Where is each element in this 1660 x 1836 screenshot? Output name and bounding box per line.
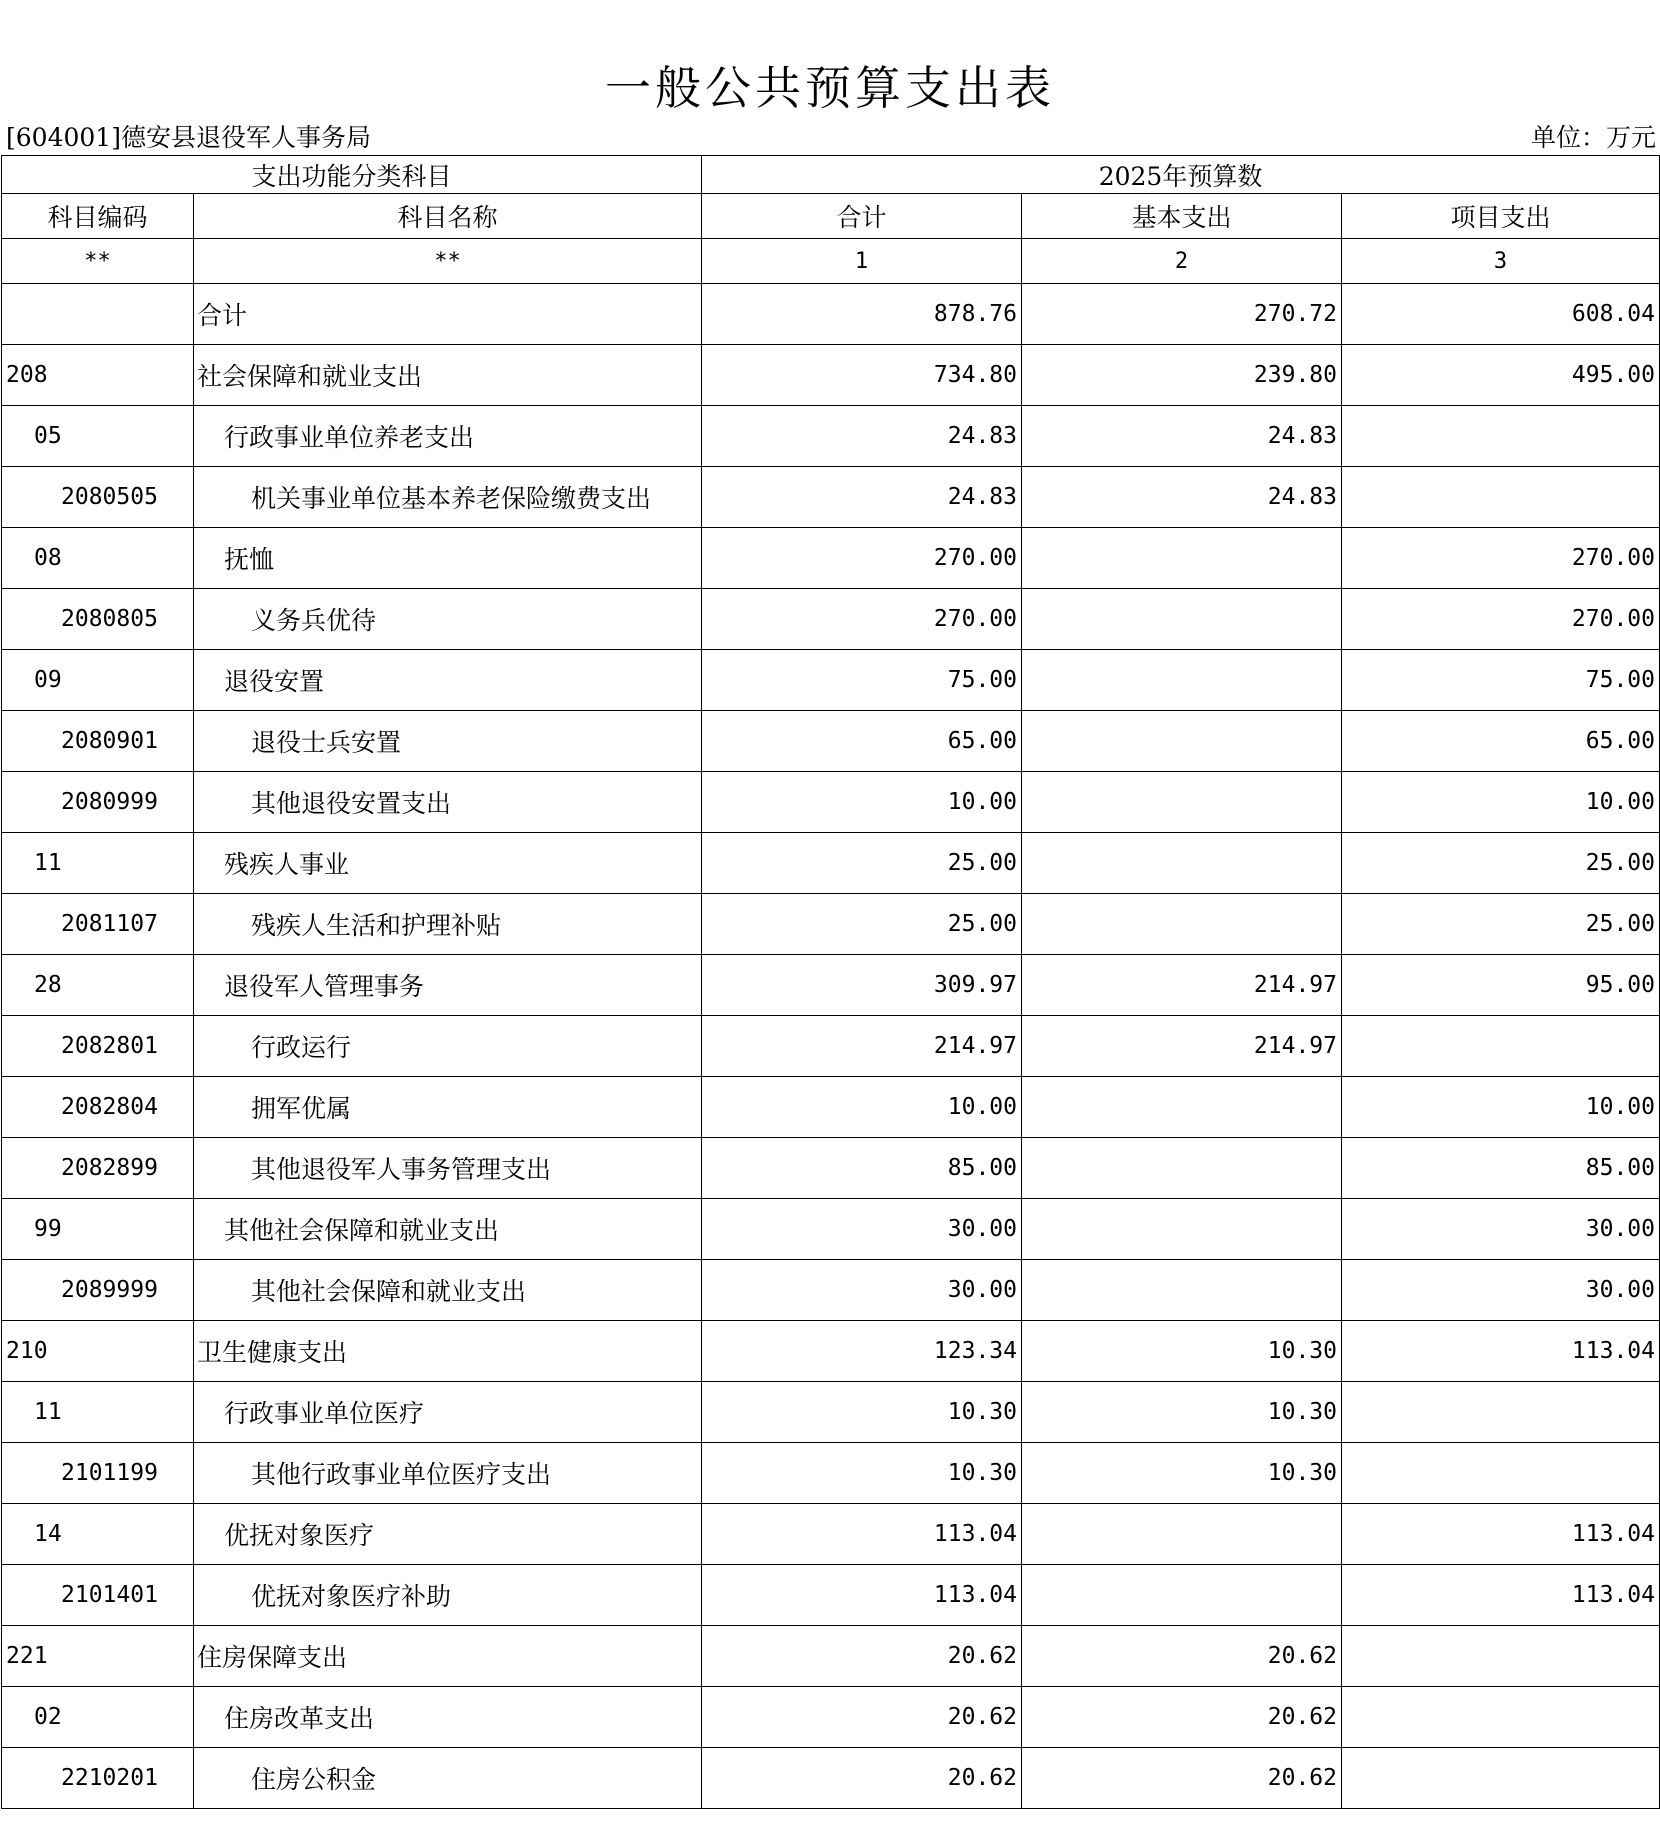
cell-basic bbox=[1022, 711, 1342, 772]
cell-code: 2089999 bbox=[2, 1260, 194, 1321]
table-row bbox=[2, 1687, 1660, 1748]
table-row bbox=[2, 711, 1660, 772]
cell-project: 85.00 bbox=[1342, 1138, 1660, 1199]
header-basic: 基本支出 bbox=[1022, 194, 1342, 239]
table-row bbox=[2, 1077, 1660, 1138]
cell-basic bbox=[1022, 1199, 1342, 1260]
cell-total: 10.00 bbox=[702, 1077, 1022, 1138]
cell-project bbox=[1342, 1626, 1660, 1687]
cell-name: 机关事业单位基本养老保险缴费支出 bbox=[194, 467, 702, 528]
cell-total: 25.00 bbox=[702, 833, 1022, 894]
table-row bbox=[2, 772, 1660, 833]
table-row bbox=[2, 1626, 1660, 1687]
table-row bbox=[2, 1748, 1660, 1809]
table-row bbox=[2, 406, 1660, 467]
cell-total: 270.00 bbox=[702, 528, 1022, 589]
header-budget-year: 2025年预算数 bbox=[702, 156, 1660, 194]
cell-basic: 20.62 bbox=[1022, 1748, 1342, 1809]
header-total: 合计 bbox=[702, 194, 1022, 239]
header-name: 科目名称 bbox=[194, 194, 702, 239]
cell-basic: 24.83 bbox=[1022, 467, 1342, 528]
index-project: 3 bbox=[1342, 239, 1660, 284]
cell-name: 其他退役军人事务管理支出 bbox=[194, 1138, 702, 1199]
cell-total: 65.00 bbox=[702, 711, 1022, 772]
cell-project: 113.04 bbox=[1342, 1321, 1660, 1382]
table-row bbox=[2, 528, 1660, 589]
cell-basic bbox=[1022, 894, 1342, 955]
cell-code: 210 bbox=[2, 1321, 194, 1382]
cell-total: 25.00 bbox=[702, 894, 1022, 955]
cell-project bbox=[1342, 1016, 1660, 1077]
cell-total: 20.62 bbox=[702, 1626, 1022, 1687]
cell-project: 113.04 bbox=[1342, 1504, 1660, 1565]
cell-project bbox=[1342, 1687, 1660, 1748]
table-row bbox=[2, 833, 1660, 894]
table-row bbox=[2, 1016, 1660, 1077]
cell-name: 其他社会保障和就业支出 bbox=[194, 1199, 702, 1260]
organization-label: [604001]德安县退役军人事务局 bbox=[6, 123, 371, 152]
header-row-index bbox=[2, 239, 1660, 284]
cell-project bbox=[1342, 1382, 1660, 1443]
table-row bbox=[2, 1565, 1660, 1626]
cell-basic bbox=[1022, 1504, 1342, 1565]
cell-basic bbox=[1022, 1565, 1342, 1626]
cell-basic bbox=[1022, 833, 1342, 894]
cell-basic: 24.83 bbox=[1022, 406, 1342, 467]
index-code: ** bbox=[2, 239, 194, 284]
cell-basic: 10.30 bbox=[1022, 1321, 1342, 1382]
cell-code: 221 bbox=[2, 1626, 194, 1687]
cell-total: 113.04 bbox=[702, 1565, 1022, 1626]
cell-project: 113.04 bbox=[1342, 1565, 1660, 1626]
header-function-category: 支出功能分类科目 bbox=[2, 156, 702, 194]
cell-project: 608.04 bbox=[1342, 284, 1660, 345]
cell-name: 住房改革支出 bbox=[194, 1687, 702, 1748]
cell-name: 残疾人生活和护理补贴 bbox=[194, 894, 702, 955]
cell-name: 社会保障和就业支出 bbox=[194, 345, 702, 406]
cell-total: 10.30 bbox=[702, 1443, 1022, 1504]
cell-code bbox=[2, 284, 194, 345]
cell-code: 09 bbox=[2, 650, 194, 711]
cell-basic bbox=[1022, 1077, 1342, 1138]
cell-code: 99 bbox=[2, 1199, 194, 1260]
cell-basic bbox=[1022, 1138, 1342, 1199]
header-project: 项目支出 bbox=[1342, 194, 1660, 239]
header-row-group bbox=[2, 156, 1660, 194]
cell-name: 卫生健康支出 bbox=[194, 1321, 702, 1382]
cell-code: 02 bbox=[2, 1687, 194, 1748]
cell-name: 拥军优属 bbox=[194, 1077, 702, 1138]
cell-name: 其他行政事业单位医疗支出 bbox=[194, 1443, 702, 1504]
cell-project: 65.00 bbox=[1342, 711, 1660, 772]
cell-code: 11 bbox=[2, 833, 194, 894]
cell-code: 2210201 bbox=[2, 1748, 194, 1809]
table-row bbox=[2, 1443, 1660, 1504]
cell-basic: 239.80 bbox=[1022, 345, 1342, 406]
table-row bbox=[2, 467, 1660, 528]
cell-total: 30.00 bbox=[702, 1199, 1022, 1260]
cell-code: 2080999 bbox=[2, 772, 194, 833]
cell-total: 270.00 bbox=[702, 589, 1022, 650]
cell-project: 495.00 bbox=[1342, 345, 1660, 406]
cell-basic bbox=[1022, 589, 1342, 650]
cell-project bbox=[1342, 1748, 1660, 1809]
cell-project bbox=[1342, 406, 1660, 467]
cell-basic bbox=[1022, 1260, 1342, 1321]
table-row bbox=[2, 1260, 1660, 1321]
table-row bbox=[2, 1199, 1660, 1260]
table-row bbox=[2, 1382, 1660, 1443]
cell-code: 08 bbox=[2, 528, 194, 589]
cell-total: 30.00 bbox=[702, 1260, 1022, 1321]
cell-project: 10.00 bbox=[1342, 1077, 1660, 1138]
table-row bbox=[2, 1321, 1660, 1382]
cell-code: 2080805 bbox=[2, 589, 194, 650]
cell-basic: 10.30 bbox=[1022, 1443, 1342, 1504]
cell-name: 住房保障支出 bbox=[194, 1626, 702, 1687]
header-row-columns bbox=[2, 194, 1660, 239]
cell-project: 10.00 bbox=[1342, 772, 1660, 833]
table-row bbox=[2, 284, 1660, 345]
index-name: ** bbox=[194, 239, 702, 284]
cell-total: 10.00 bbox=[702, 772, 1022, 833]
index-basic: 2 bbox=[1022, 239, 1342, 284]
cell-code: 28 bbox=[2, 955, 194, 1016]
header-code: 科目编码 bbox=[2, 194, 194, 239]
cell-project: 95.00 bbox=[1342, 955, 1660, 1016]
cell-total: 309.97 bbox=[702, 955, 1022, 1016]
cell-basic: 10.30 bbox=[1022, 1382, 1342, 1443]
table-row bbox=[2, 589, 1660, 650]
cell-name: 优抚对象医疗补助 bbox=[194, 1565, 702, 1626]
table-row bbox=[2, 345, 1660, 406]
cell-code: 2082804 bbox=[2, 1077, 194, 1138]
table-body bbox=[2, 284, 1660, 1809]
unit-label: 单位：万元 bbox=[1530, 123, 1656, 152]
cell-total: 24.83 bbox=[702, 406, 1022, 467]
cell-project: 75.00 bbox=[1342, 650, 1660, 711]
cell-project: 270.00 bbox=[1342, 589, 1660, 650]
cell-name: 行政事业单位养老支出 bbox=[194, 406, 702, 467]
cell-basic: 270.72 bbox=[1022, 284, 1342, 345]
budget-table bbox=[1, 155, 1660, 1809]
cell-basic: 214.97 bbox=[1022, 1016, 1342, 1077]
cell-name: 合计 bbox=[194, 284, 702, 345]
cell-total: 75.00 bbox=[702, 650, 1022, 711]
table-row bbox=[2, 955, 1660, 1016]
cell-code: 05 bbox=[2, 406, 194, 467]
cell-basic: 20.62 bbox=[1022, 1687, 1342, 1748]
cell-basic: 214.97 bbox=[1022, 955, 1342, 1016]
cell-project: 270.00 bbox=[1342, 528, 1660, 589]
cell-basic bbox=[1022, 650, 1342, 711]
cell-total: 113.04 bbox=[702, 1504, 1022, 1565]
cell-code: 14 bbox=[2, 1504, 194, 1565]
index-total: 1 bbox=[702, 239, 1022, 284]
cell-code: 2082801 bbox=[2, 1016, 194, 1077]
table-row bbox=[2, 1504, 1660, 1565]
cell-code: 2081107 bbox=[2, 894, 194, 955]
cell-name: 抚恤 bbox=[194, 528, 702, 589]
cell-total: 734.80 bbox=[702, 345, 1022, 406]
page-title: 一般公共预算支出表 bbox=[605, 61, 1055, 115]
cell-project bbox=[1342, 467, 1660, 528]
cell-name: 退役士兵安置 bbox=[194, 711, 702, 772]
cell-name: 残疾人事业 bbox=[194, 833, 702, 894]
cell-name: 住房公积金 bbox=[194, 1748, 702, 1809]
cell-name: 其他退役安置支出 bbox=[194, 772, 702, 833]
cell-code: 2082899 bbox=[2, 1138, 194, 1199]
cell-total: 123.34 bbox=[702, 1321, 1022, 1382]
cell-name: 退役军人管理事务 bbox=[194, 955, 702, 1016]
cell-code: 11 bbox=[2, 1382, 194, 1443]
cell-project: 25.00 bbox=[1342, 833, 1660, 894]
cell-name: 其他社会保障和就业支出 bbox=[194, 1260, 702, 1321]
cell-code: 2101401 bbox=[2, 1565, 194, 1626]
cell-basic bbox=[1022, 772, 1342, 833]
cell-name: 行政事业单位医疗 bbox=[194, 1382, 702, 1443]
cell-name: 义务兵优待 bbox=[194, 589, 702, 650]
cell-name: 行政运行 bbox=[194, 1016, 702, 1077]
cell-name: 退役安置 bbox=[194, 650, 702, 711]
cell-project: 30.00 bbox=[1342, 1260, 1660, 1321]
table-row bbox=[2, 650, 1660, 711]
cell-total: 24.83 bbox=[702, 467, 1022, 528]
cell-code: 2080505 bbox=[2, 467, 194, 528]
cell-project: 30.00 bbox=[1342, 1199, 1660, 1260]
cell-code: 2080901 bbox=[2, 711, 194, 772]
cell-code: 2101199 bbox=[2, 1443, 194, 1504]
cell-total: 20.62 bbox=[702, 1748, 1022, 1809]
cell-project: 25.00 bbox=[1342, 894, 1660, 955]
cell-project bbox=[1342, 1443, 1660, 1504]
cell-basic: 20.62 bbox=[1022, 1626, 1342, 1687]
cell-total: 85.00 bbox=[702, 1138, 1022, 1199]
cell-total: 878.76 bbox=[702, 284, 1022, 345]
cell-name: 优抚对象医疗 bbox=[194, 1504, 702, 1565]
table-row bbox=[2, 1138, 1660, 1199]
cell-total: 214.97 bbox=[702, 1016, 1022, 1077]
cell-code: 208 bbox=[2, 345, 194, 406]
cell-total: 20.62 bbox=[702, 1687, 1022, 1748]
cell-total: 10.30 bbox=[702, 1382, 1022, 1443]
cell-basic bbox=[1022, 528, 1342, 589]
table-row bbox=[2, 894, 1660, 955]
